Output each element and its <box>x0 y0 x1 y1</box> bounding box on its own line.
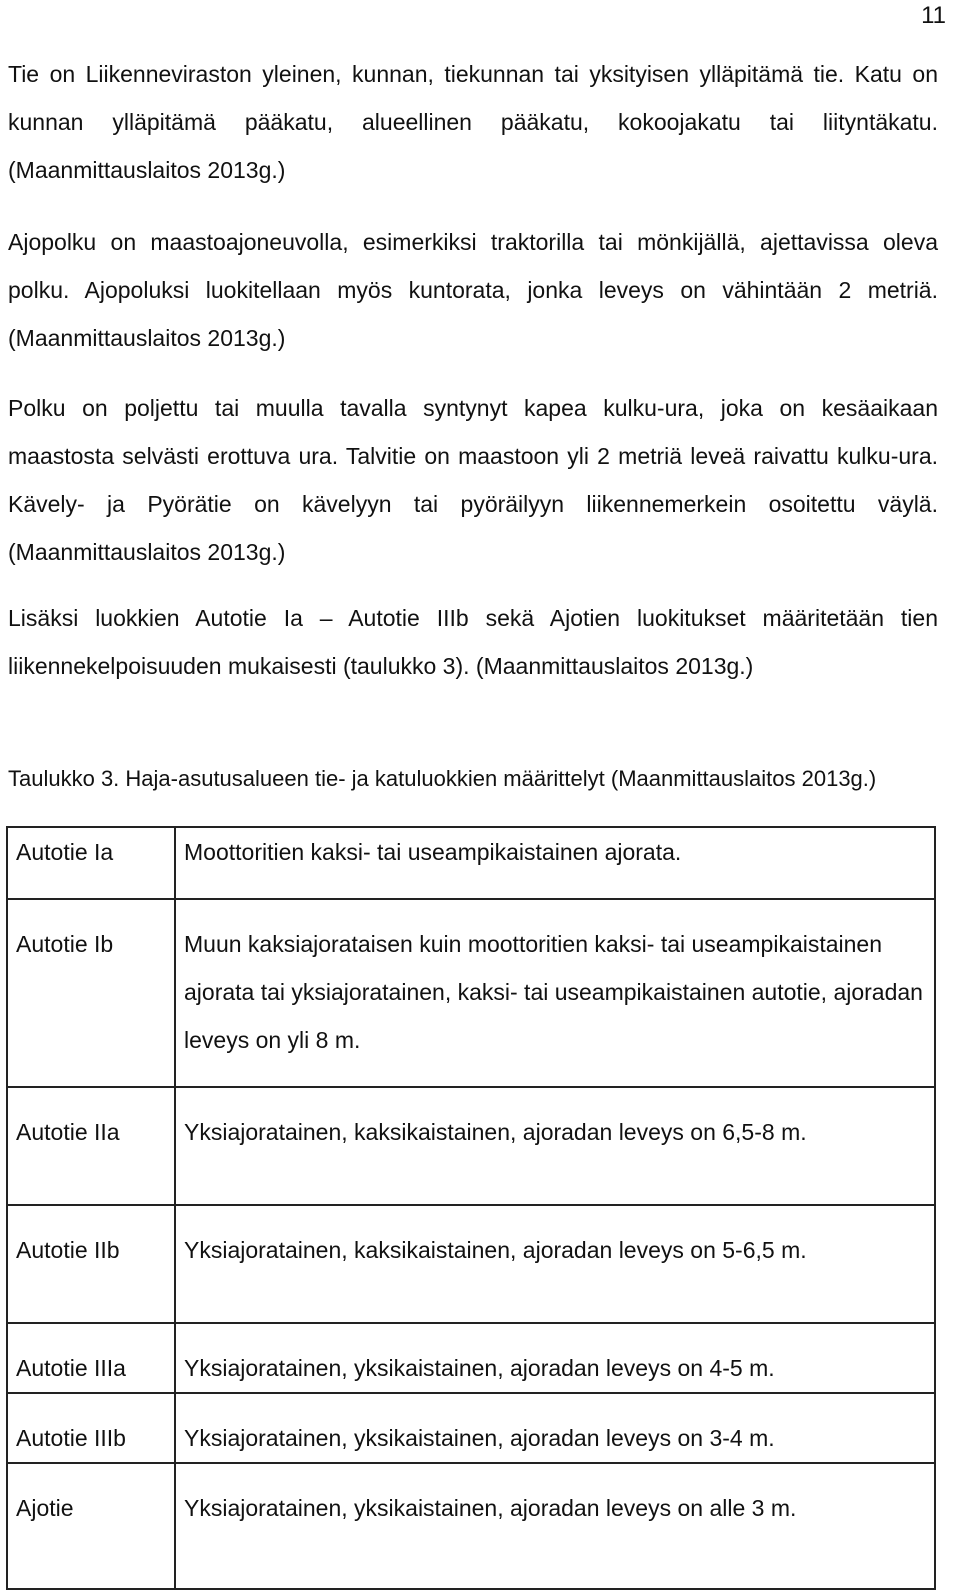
table-caption: Taulukko 3. Haja-asutusalueen tie- ja katuluokkien määrittelyt (Maanmittauslaitos 2013g.) <box>8 766 877 791</box>
class-name-cell: Autotie IIIb <box>7 1393 175 1463</box>
class-description-cell: Yksiajoratainen, kaksikaistainen, ajoradan leveys on 6,5-8 m. <box>175 1087 935 1205</box>
table-row <box>7 827 935 899</box>
class-description-cell: Muun kaksiajorataisen kuin moottoritien kaksi- tai useampikaistainen ajorata tai yksiajoratainen, kaksi- tai useampikaistainen autotie, ajoradan leveys on yli 8 m. <box>175 899 935 1087</box>
table-row <box>7 1323 935 1393</box>
table-row <box>7 1087 935 1205</box>
class-name-cell: Autotie IIIa <box>7 1323 175 1393</box>
class-description-cell: Moottoritien kaksi- tai useampikaistainen ajorata. <box>175 827 935 899</box>
paragraph-polku: Polku on poljettu tai muulla tavalla syntynyt kapea kulku-ura, joka on kesäaikaan maastosta selvästi erottuva ura. Talvitie on maastoon yli 2 metriä leveä raivattu kulku-ura. Kävely- ja Pyörätie on kävelyyn tai pyöräilyyn liikennemerkein osoitettu väylä. (Maanmittauslaitos 2013g.) <box>8 395 938 565</box>
table-row <box>7 1205 935 1323</box>
class-description-cell: Yksiajoratainen, yksikaistainen, ajoradan leveys on 3-4 m. <box>175 1393 935 1463</box>
class-name-cell: Ajotie <box>7 1463 175 1589</box>
table-row <box>7 1393 935 1463</box>
table-row <box>7 899 935 1087</box>
paragraph-luokitukset: Lisäksi luokkien Autotie Ia – Autotie IIIb sekä Ajotien luokitukset määritetään tien liikennekelpoisuuden mukaisesti (taulukko 3). (Maanmittauslaitos 2013g.) <box>8 605 938 679</box>
class-name-cell: Autotie Ia <box>7 827 175 899</box>
page-number: 11 <box>921 2 946 29</box>
class-description-cell: Yksiajoratainen, kaksikaistainen, ajoradan leveys on 5-6,5 m. <box>175 1205 935 1323</box>
paragraph-tie-katu: Tie on Liikenneviraston yleinen, kunnan, tiekunnan tai yksityisen ylläpitämä tie. Katu on kunnan ylläpitämä pääkatu, alueellinen pääkatu, kokoojakatu tai liityntäkatu. (Maanmittauslaitos 2013g.) <box>8 61 938 183</box>
table-row <box>7 1463 935 1589</box>
paragraph-ajopolku: Ajopolku on maastoajoneuvolla, esimerkiksi traktorilla tai mönkijällä, ajettavissa oleva polku. Ajopoluksi luokitellaan myös kuntorata, jonka leveys on vähintään 2 metriä. (Maanmittauslaitos 2013g.) <box>8 229 938 351</box>
class-name-cell: Autotie Ib <box>7 899 175 1087</box>
class-description-cell: Yksiajoratainen, yksikaistainen, ajoradan leveys on 4-5 m. <box>175 1323 935 1393</box>
road-class-table <box>6 826 936 1590</box>
class-name-cell: Autotie IIb <box>7 1205 175 1323</box>
class-name-cell: Autotie IIa <box>7 1087 175 1205</box>
class-description-cell: Yksiajoratainen, yksikaistainen, ajoradan leveys on alle 3 m. <box>175 1463 935 1589</box>
